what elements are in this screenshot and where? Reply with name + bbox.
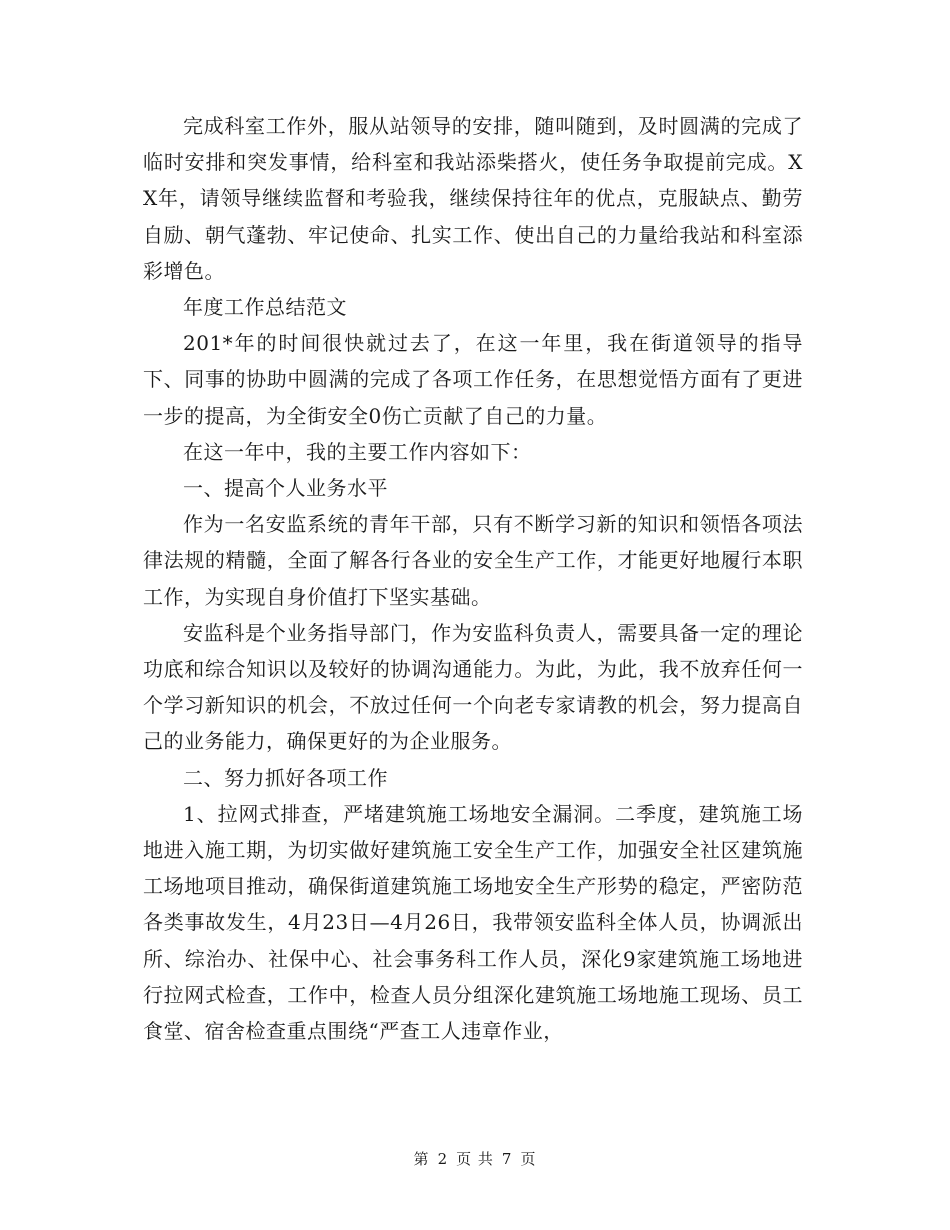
- paragraph-inspection: 1、拉网式排查，严堵建筑施工场地安全漏洞。二季度，建筑施工场地进入施工期，为切实做好建筑施工安全生产工作，加强安全社区建筑施工场地项目推动，确保街道建筑施工场地安全生产形势的稳定，严密防范各类事故发生，4月23日—4月26日，我带领安监科全体人员，协调派出所、综治办、社保中心、社会事务科工作人员，深化9家建筑施工场地进行拉网式检查，工作中，检查人员分组深化建筑施工场地施工现场、员工食堂、宿舍检查重点围绕“严查工人违章作业，: [143, 801, 803, 1044]
- paragraph-lead: 在这一年中，我的主要工作内容如下：: [183, 439, 532, 464]
- footer-total-pages: 7: [501, 1150, 513, 1168]
- page-footer: [0, 1148, 950, 1169]
- footer-middle: 页 共: [456, 1150, 494, 1168]
- paragraph-intro: 201*年的时间很快就过去了，在这一年里，我在街道领导的指导下、同事的协助中圆满的完成了各项工作任务，在思想觉悟方面有了更进一步的提高，为全街安全0伤亡贡献了自己的力量。: [143, 331, 803, 428]
- footer-current-page: 2: [437, 1150, 449, 1168]
- footer-suffix: 页: [520, 1150, 537, 1168]
- heading-one: 一、提高个人业务水平: [183, 476, 388, 501]
- document-body: [143, 108, 803, 1049]
- paragraph-continuation: 完成科室工作外，服从站领导的安排，随叫随到，及时圆满的完成了临时安排和突发事情，给科室和我站添柴搭火，使任务争取提前完成。XX年，请领导继续监督和考验我，继续保持往年的优点，克服缺点、勤劳自励、朝气蓬勃、牢记使命、扎实工作、使出自己的力量给我站和科室添彩增色。: [143, 114, 803, 283]
- section-title: 年度工作总结范文: [183, 295, 347, 320]
- footer-prefix: 第: [413, 1150, 430, 1168]
- paragraph-department: 安监科是个业务指导部门，作为安监科负责人，需要具备一定的理论功底和综合知识以及较好的协调沟通能力。为此，为此，我不放弃任何一个学习新知识的机会，不放过任何一个向老专家请教的机会，努力提高自己的业务能力，确保更好的为企业服务。: [143, 620, 803, 754]
- paragraph-study: 作为一名安监系统的青年干部，只有不断学习新的知识和领悟各项法律法规的精髓，全面了解各行各业的安全生产工作，才能更好地履行本职工作，为实现自身价值打下坚实基础。: [143, 512, 803, 609]
- heading-two: 二、努力抓好各项工作: [183, 765, 388, 790]
